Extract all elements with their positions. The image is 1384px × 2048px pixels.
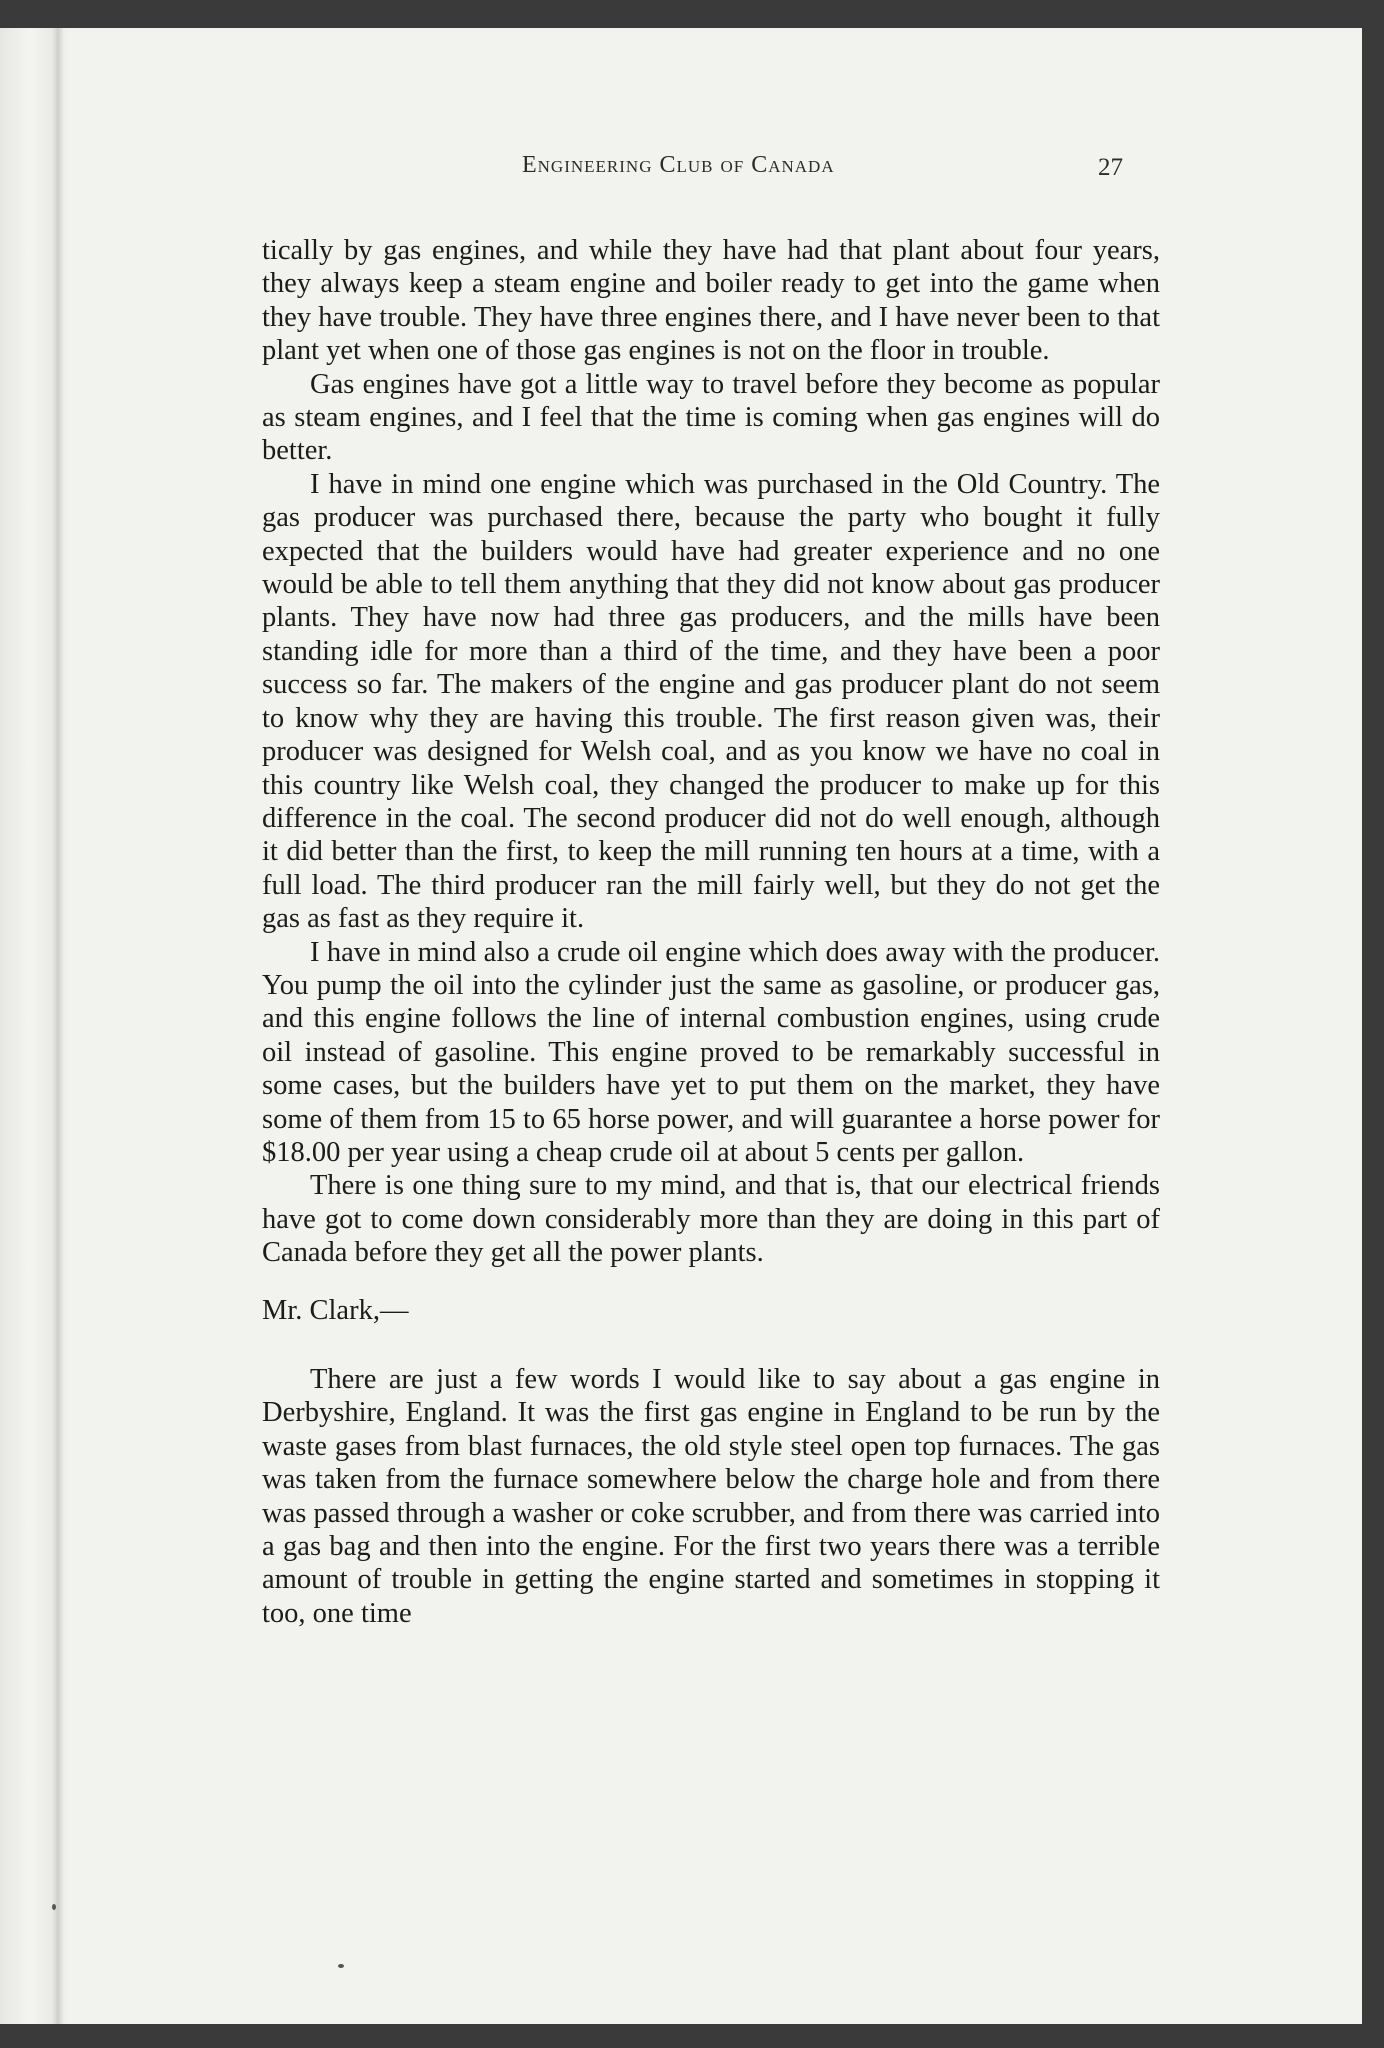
paragraph: tically by gas engines, and while they have had that plant about four years, they always keep a steam engine and boiler ready to get into the game when they have trouble. They have three engines there, and I have never been to that plant yet when one of those gas engines is not on the floor in trouble. bbox=[262, 235, 1160, 367]
speaker-heading: Mr. Clark,— bbox=[262, 1294, 409, 1326]
book-page bbox=[0, 28, 1362, 2024]
scan-speck bbox=[52, 1904, 56, 1910]
paragraph: I have in mind one engine which was purchased in the Old Country. The gas producer was purchased there, because the party who bought it fully expected that the builders would have had greater experience and no one would be able to tell them anything that they did not know about gas producer plants. They have now had three gas producers, and the mills have been standing idle for more than a third of the time, and they have been a poor success so far. The makers of the engine and gas producer plant do not seem to know why they are having this trouble. The first reason given was, their producer was designed for Welsh coal, and as you know we have no coal in this country like Welsh coal, they changed the producer to make up for this difference in the coal. The second producer did not do well enough, although it did better than the first, to keep the mill running ten hours at a time, with a full load. The third producer ran the mill fairly well, but they do not get the gas as fast as they require it. bbox=[262, 468, 1160, 935]
body-text bbox=[262, 234, 1160, 1630]
paragraph: Gas engines have got a little way to travel before they become as popular as steam engines, and I feel that the time is coming when gas engines will do better. bbox=[262, 368, 1160, 467]
running-title: Engineering Club of Canada bbox=[522, 152, 835, 178]
page-number: 27 bbox=[1098, 154, 1123, 181]
scan-speck bbox=[338, 1964, 344, 1968]
paragraph: There is one thing sure to my mind, and that is, that our electrical friends have got to come down considerably more than they are doing in this part of Canada before they get all the power plants. bbox=[262, 1170, 1160, 1269]
page-header bbox=[260, 152, 1160, 192]
paragraph: There are just a few words I would like to say about a gas engine in Derbyshire, England. It was the first gas engine in England to be run by the waste gases from blast furnaces, the old style steel open top furnaces. The gas was taken from the furnace somewhere below the charge hole and from there was passed through a washer or coke scrubber, and from there was carried into a gas bag and then into the engine. For the first two years there was a terrible amount of trouble in getting the engine started and sometimes in stopping it too, one time bbox=[262, 1364, 1160, 1629]
page-binding bbox=[0, 28, 70, 2024]
paragraph: I have in mind also a crude oil engine which does away with the producer. You pump the oil into the cylinder just the same as gasoline, or producer gas, and this engine follows the line of internal combustion engines, using crude oil instead of gasoline. This engine proved to be remarkably successful in some cases, but the builders have yet to put them on the market, they have some of them from 15 to 65 horse power, and will guarantee a horse power for $18.00 per year using a cheap crude oil at about 5 cents per gallon. bbox=[262, 936, 1160, 1168]
